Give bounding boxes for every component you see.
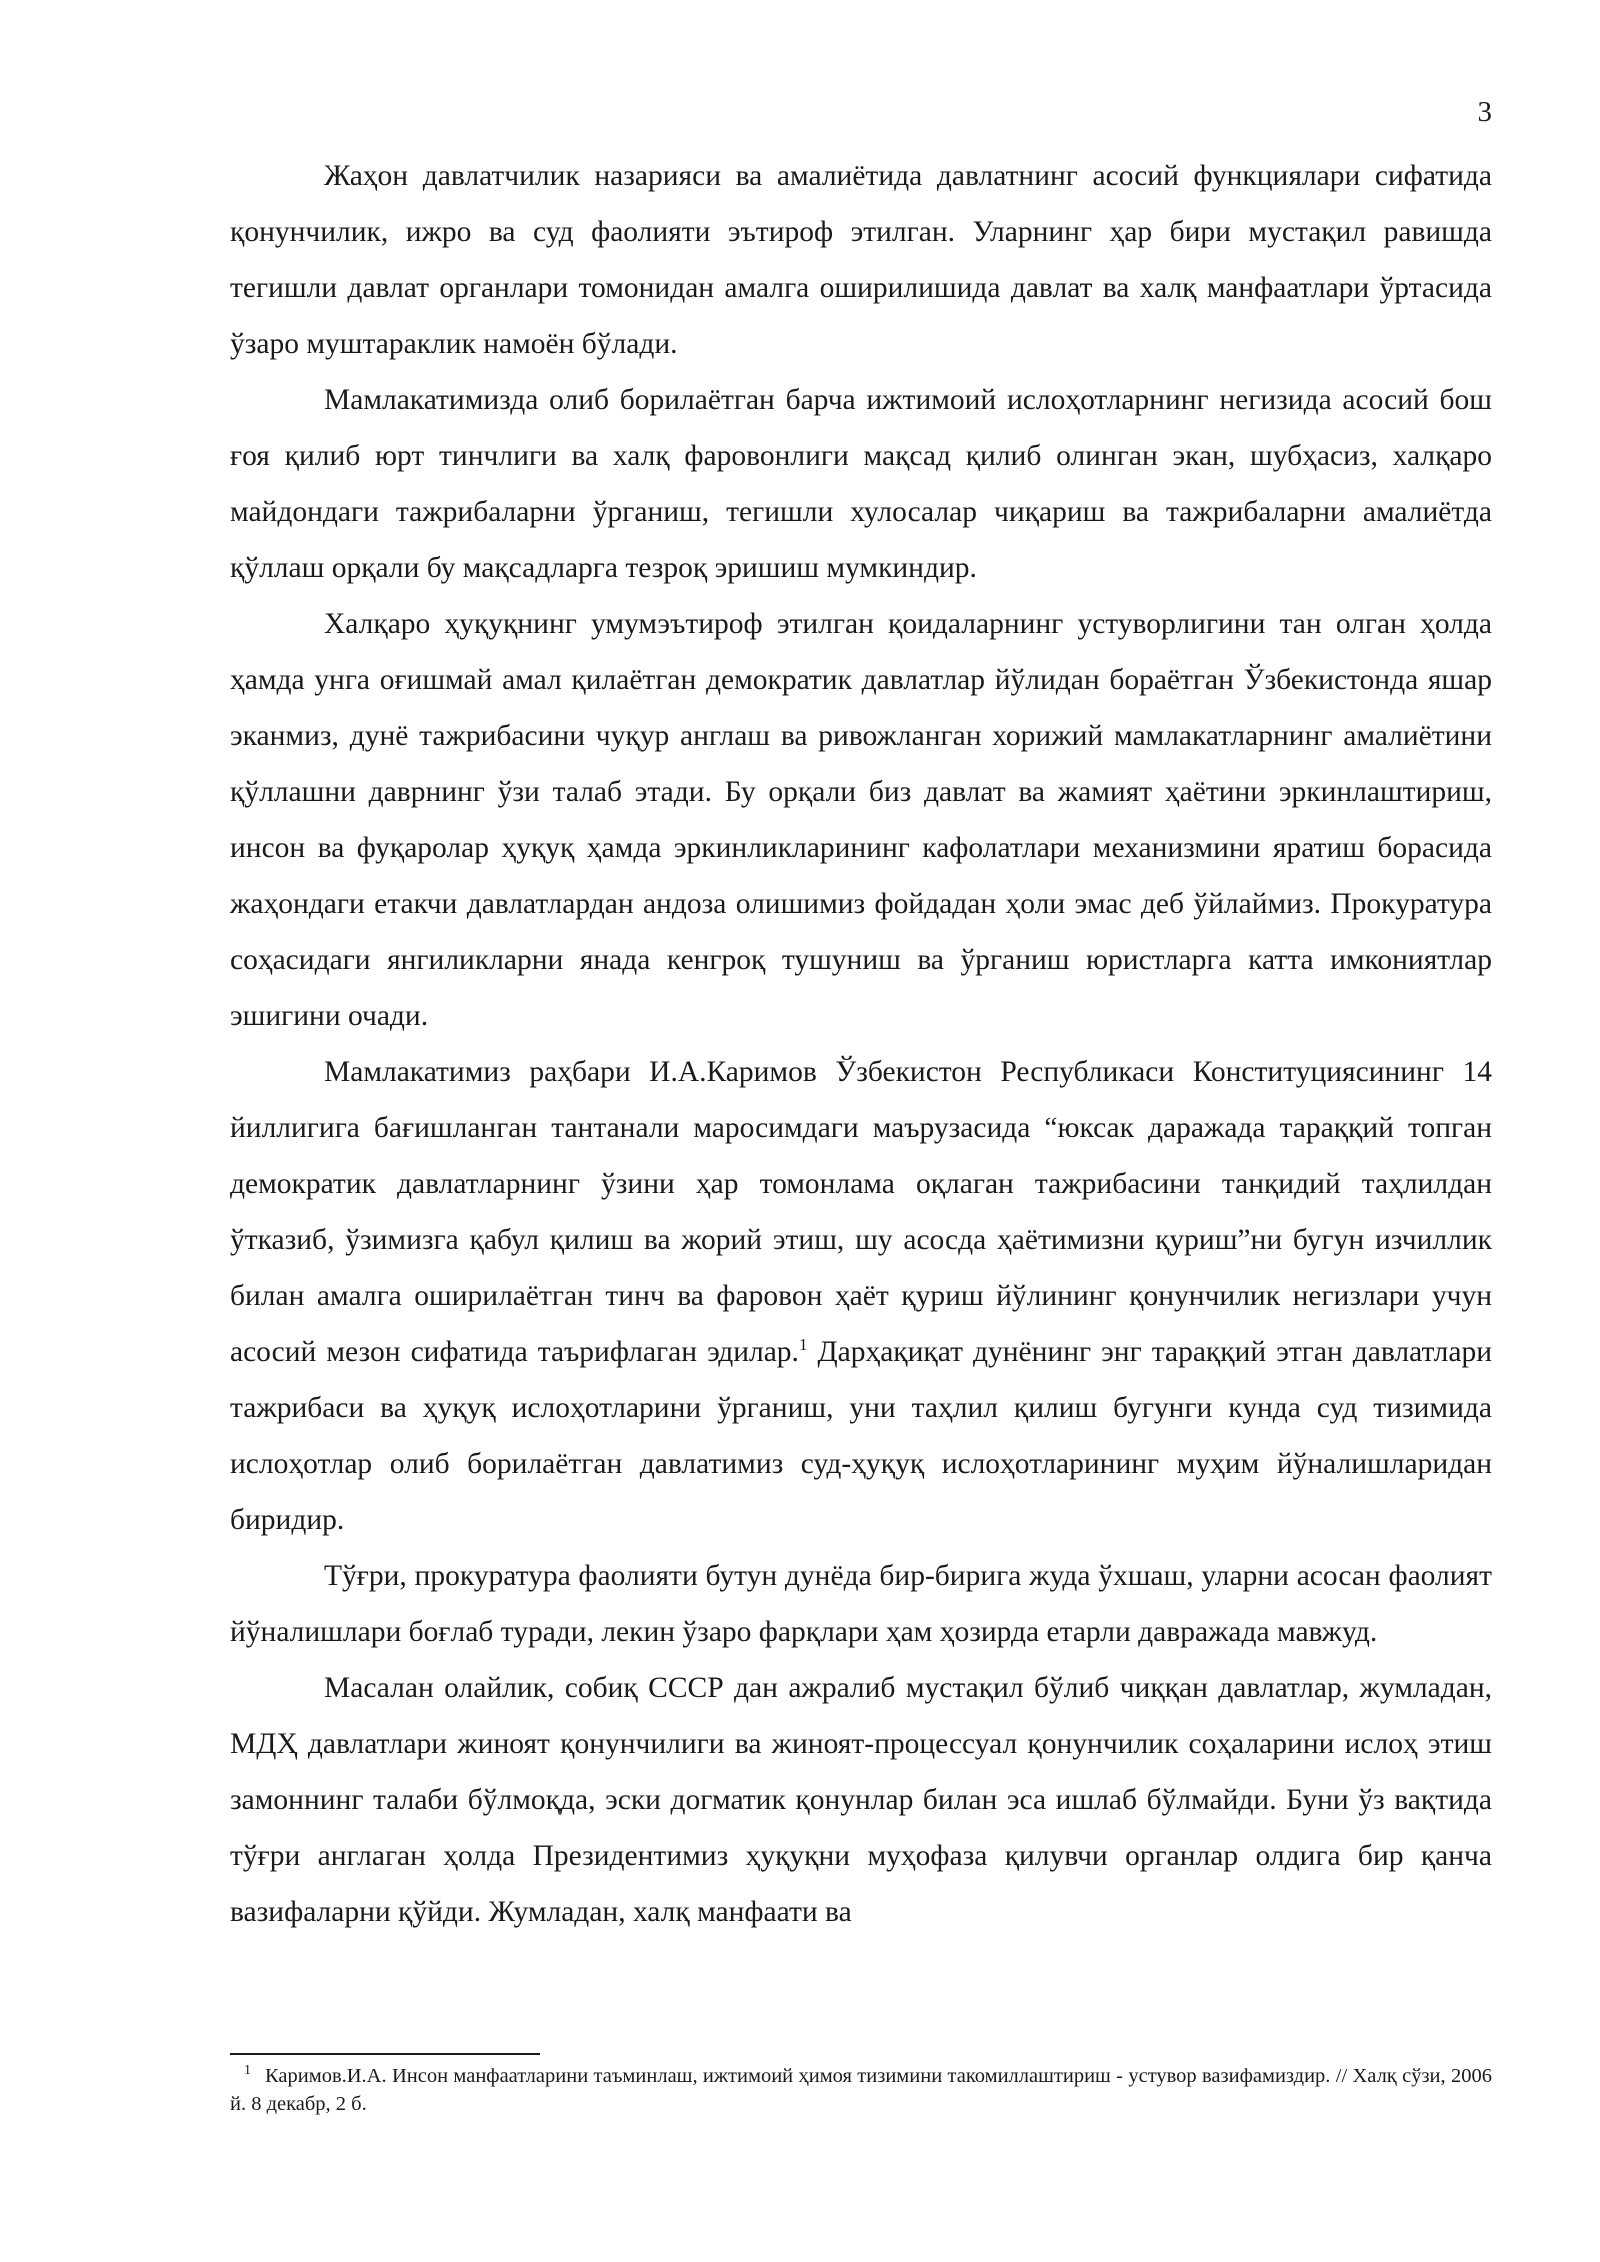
paragraph-text: Дарҳақиқат дунёнинг энг тараққий этган давлатлари тажрибаси ва ҳуқуқ ислоҳотларини ўрганиш, уни таҳлил қилиш бугунги кунда суд тизимида ислоҳотлар олиб борилаётган давлатимиз суд-ҳуқуқ ислоҳотларининг муҳим йўналишларидан биридир. [230, 1336, 1492, 1536]
footnote-text: Каримов.И.А. Инсон манфаатларини таъминлаш, ижтимоий ҳимоя тизимини такомиллаштириш - устувор вазифамиздир. // Халқ сўзи, 2006 й. 8 декабр, 2 б. [230, 2065, 1492, 2115]
paragraph [230, 1044, 1492, 1548]
page-number: 3 [1477, 96, 1492, 128]
paragraph: Халқаро ҳуқуқнинг умумэътироф этилган қоидаларнинг устуворлигини тан олган ҳолда ҳамда унга оғишмай амал қилаётган демократик давлатлар йўлидан бораётган Ўзбекистонда яшар эканмиз, дунё тажрибасини чуқур англаш ва ривожланган хорижий мамлакатларнинг амалиётини қўллашни даврнинг ўзи талаб этади. Бу орқали биз давлат ва жамият ҳаётини эркинлаштириш, инсон ва фуқаролар ҳуқуқ ҳамда эркинликларининг кафолатлари механизмини яратиш борасида жаҳондаги етакчи давлатлардан андоза олишимиз фойдадан ҳоли эмас деб ўйлаймиз. Прокуратура соҳасидаги янгиликларни янада кенгроқ тушуниш ва ўрганиш юристларга катта имкониятлар эшигини очади. [230, 608, 1492, 1032]
footnote-marker: 1 [244, 2063, 251, 2079]
paragraph-text: Мамлакатимиз раҳбари И.А.Каримов Ўзбекистон Республикаси Конституциясининг 14 йиллигига бағишланган тантанали маросимдаги маърузасида “юксак даражада тараққий топган демократик давлатларнинг ўзини ҳар томонлама оқлаган тажрибасини танқидий таҳлилдан ўтказиб, ўзимизга қабул қилиш ва жорий этиш, шу асосда ҳаётимизни қуриш”ни бугун изчиллик билан амалга оширилаётган тинч ва фаровон ҳаёт қуриш йўлининг қонунчилик негизлари учун асосий мезон сифатида таърифлаган эдилар. [230, 1056, 1492, 1368]
paragraph: Тўғри, прокуратура фаолияти бутун дунёда бир-бирига жуда ўхшаш, уларни асосан фаолият йўналишлари боғлаб туради, лекин ўзаро фарқлари ҳам ҳозирда етарли давражада мавжуд. [230, 1560, 1492, 1648]
footnote-separator [230, 2053, 540, 2055]
body-text [230, 148, 1492, 1940]
footnote [230, 2062, 1492, 2118]
paragraph: Мамлакатимизда олиб борилаётган барча ижтимоий ислоҳотларнинг негизида асосий бош ғоя қилиб юрт тинчлиги ва халқ фаровонлиги мақсад қилиб олинган экан, шубҳасиз, халқаро майдондаги тажрибаларни ўрганиш, тегишли хулосалар чиқариш ва тажрибаларни амалиётда қўллаш орқали бу мақсадларга тезроқ эришиш мумкиндир. [230, 384, 1492, 584]
paragraph: Жаҳон давлатчилик назарияси ва амалиётида давлатнинг асосий функциялари сифатида қонунчилик, ижро ва суд фаолияти эътироф этилган. Уларнинг ҳар бири мустақил равишда тегишли давлат органлари томонидан амалга оширилишида давлат ва халқ манфаатлари ўртасида ўзаро муштараклик намоён бўлади. [230, 160, 1492, 360]
footnote-reference[interactable]: 1 [798, 1335, 808, 1355]
paragraph: Масалан олайлик, собиқ СССР дан ажралиб мустақил бўлиб чиққан давлатлар, жумладан, МДҲ давлатлари жиноят қонунчилиги ва жиноят-процессуал қонунчилик соҳаларини ислоҳ этиш замоннинг талаби бўлмоқда, эски догматик қонунлар билан эса ишлаб бўлмайди. Буни ўз вақтида тўғри англаган ҳолда Президентимиз ҳуқуқни муҳофаза қилувчи органлар олдига бир қанча вазифаларни қўйди. Жумладан, халқ манфаати ва [230, 1672, 1492, 1928]
